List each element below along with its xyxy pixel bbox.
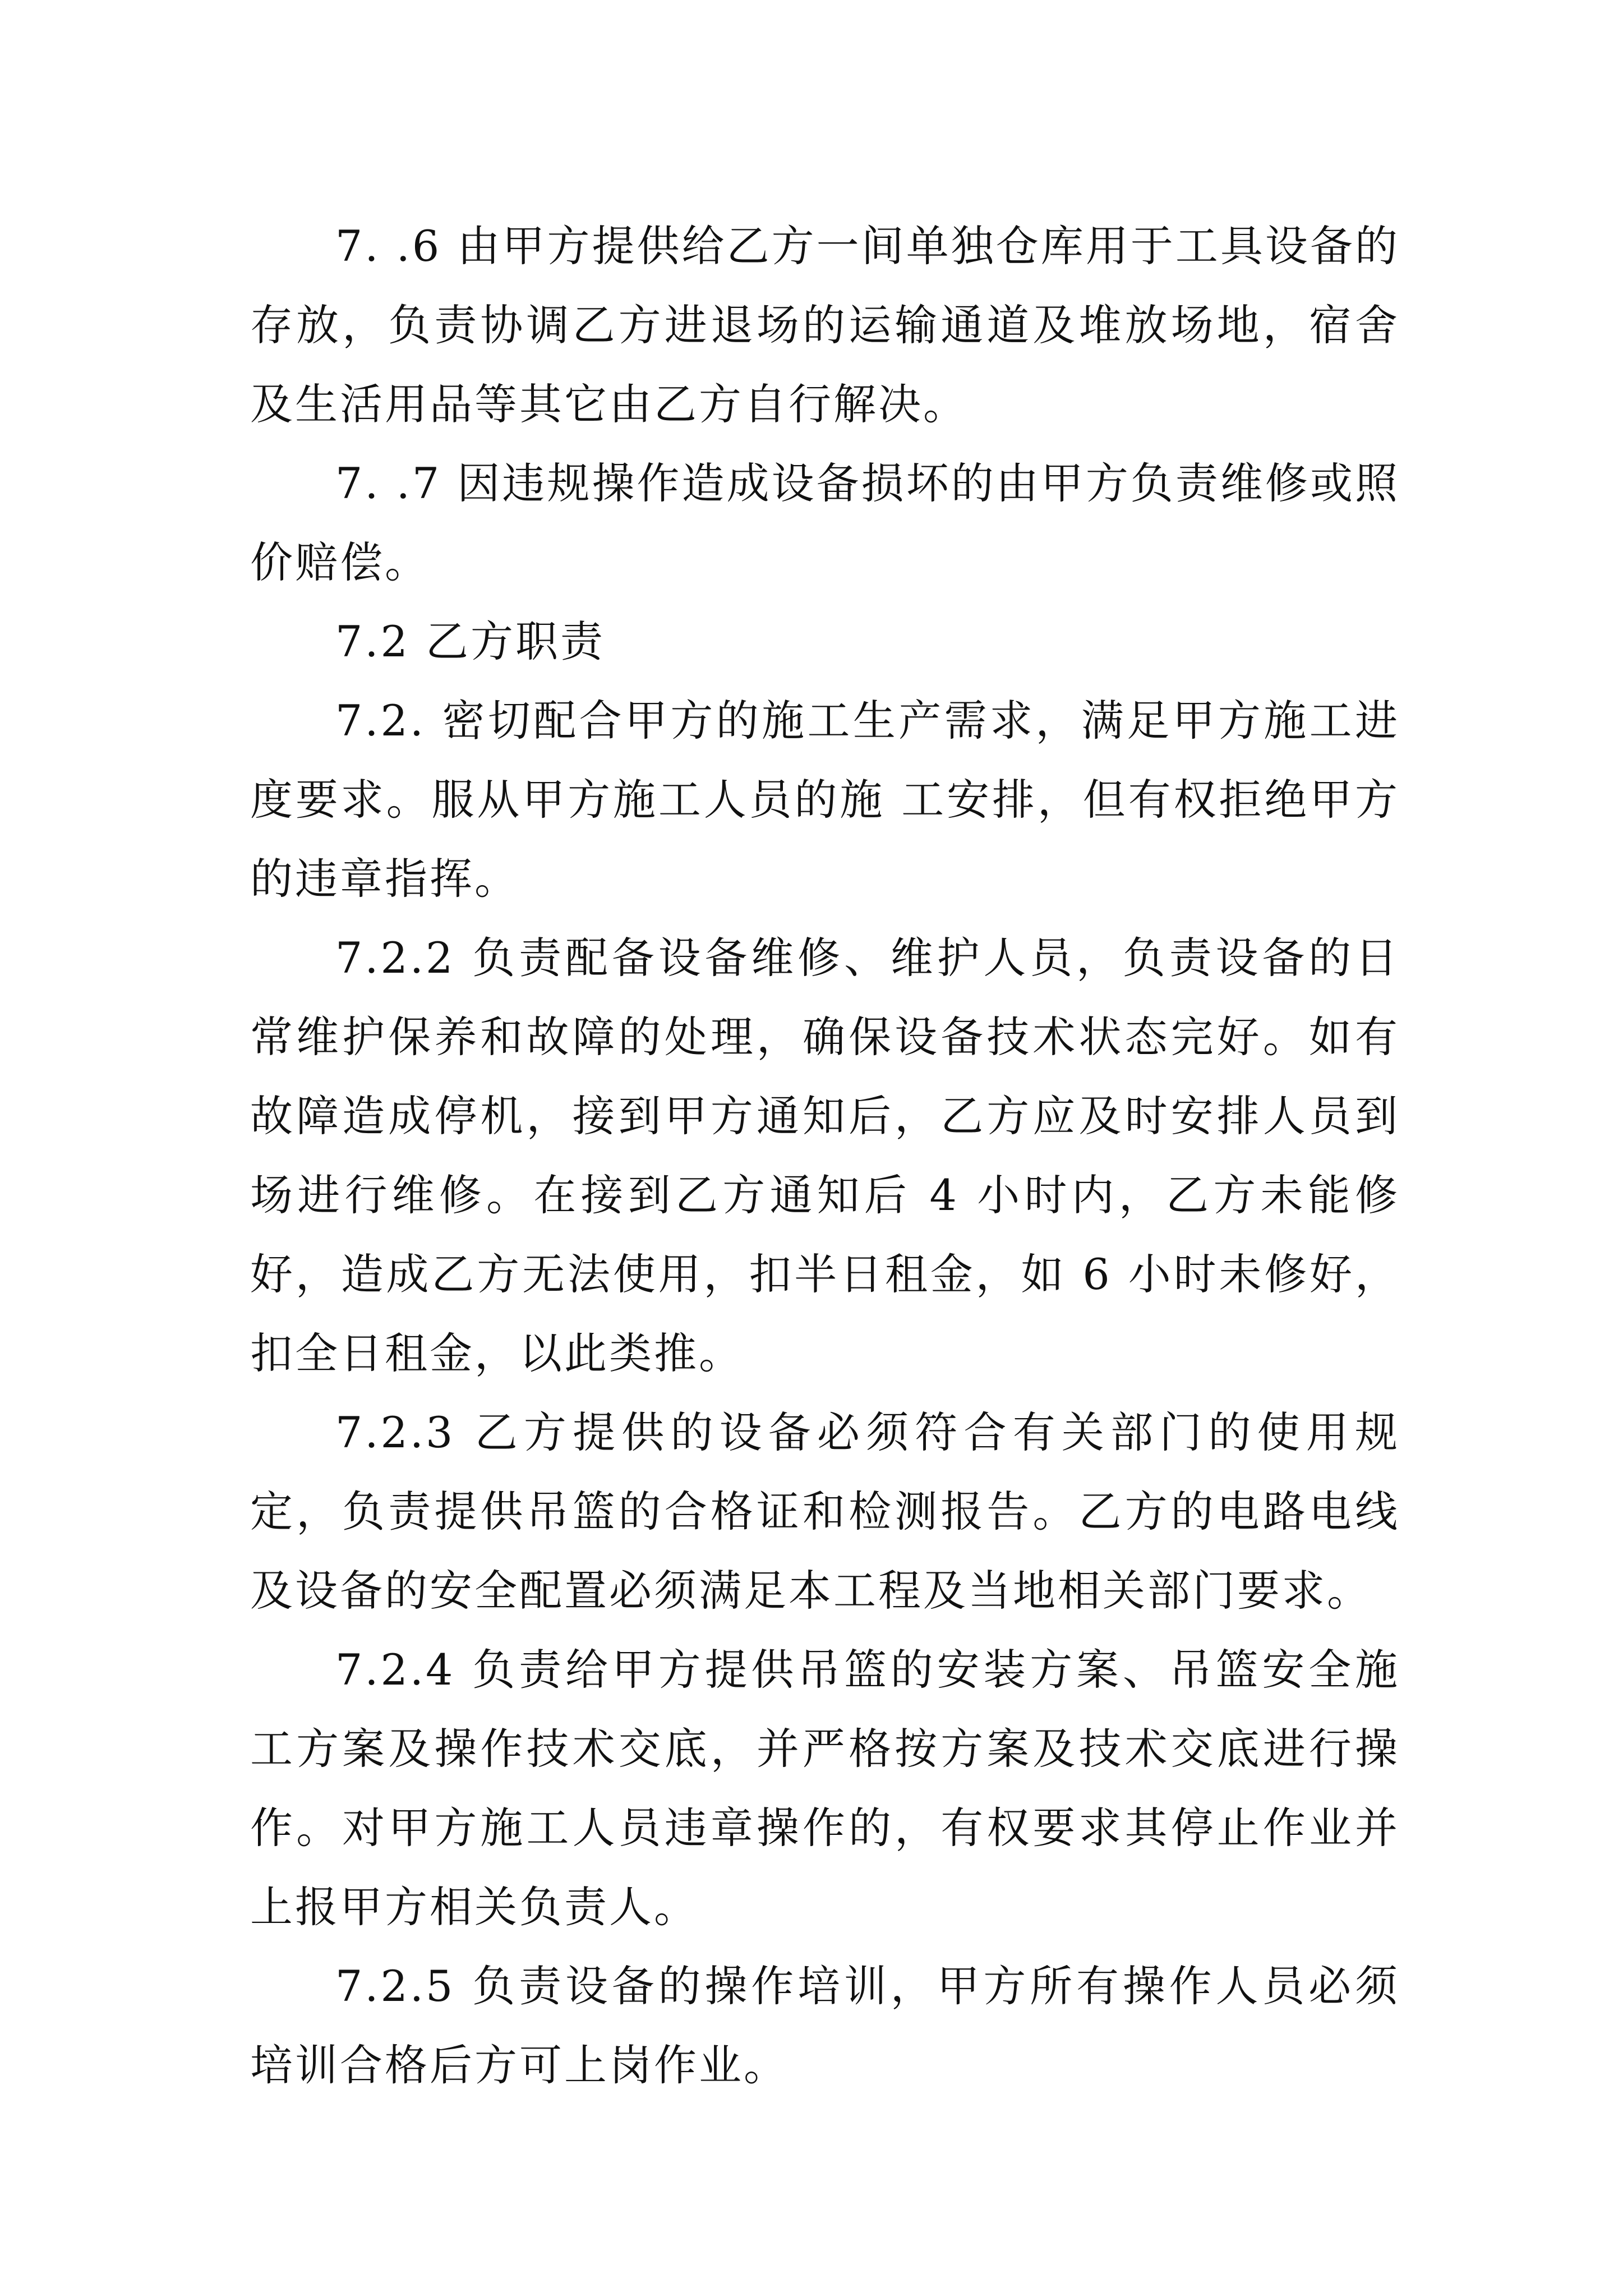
clause-7-1-6: 7. .6 由甲方提供给乙方一间单独仓库用于工具设备的存放，负责协调乙方进退场的运输通道及堆放场地，宿舍及生活用品等其它由乙方自行解决。 xyxy=(250,221,1400,429)
clause-7-2-1: 7.2. 密切配合甲方的施工生产需求，满足甲方施工进度要求。服从甲方施工人员的施 工安排，但有权拒绝甲方的违章指挥。 xyxy=(250,696,1400,904)
clause-7-1-7: 7. .7 因违规操作造成设备损坏的由甲方负责维修或照价赔偿。 xyxy=(250,458,1400,587)
clause-7-2-2: 7.2.2 负责配备设备维修、维护人员，负责设备的日常维护保养和故障的处理，确保设备技术状态完好。如有故障造成停机，接到甲方通知后，乙方应及时安排人员到场进行维修。在接到乙方通知后 4 小时内，乙方未能修好，造成乙方无法使用，扣半日租金，如 6 小时未修好，扣全日租金，以此类推。 xyxy=(250,933,1400,1378)
clause-7-2-5: 7.2.5 负责设备的操作培训，甲方所有操作人员必须培训合格后方可上岗作业。 xyxy=(250,1961,1400,2090)
clause-7-2-3: 7.2.3 乙方提供的设备必须符合有关部门的使用规定，负责提供吊篮的合格证和检测报告。乙方的电路电线及设备的安全配置必须满足本工程及当地相关部门要求。 xyxy=(250,1407,1400,1616)
document-body xyxy=(250,206,1400,2105)
section-heading-7-2: 7.2 乙方职责 xyxy=(335,616,606,666)
clause-7-2-4: 7.2.4 负责给甲方提供吊篮的安装方案、吊篮安全施工方案及操作技术交底，并严格按方案及技术交底进行操作。对甲方施工人员违章操作的，有权要求其停止作业并上报甲方相关负责人。 xyxy=(250,1645,1400,1932)
